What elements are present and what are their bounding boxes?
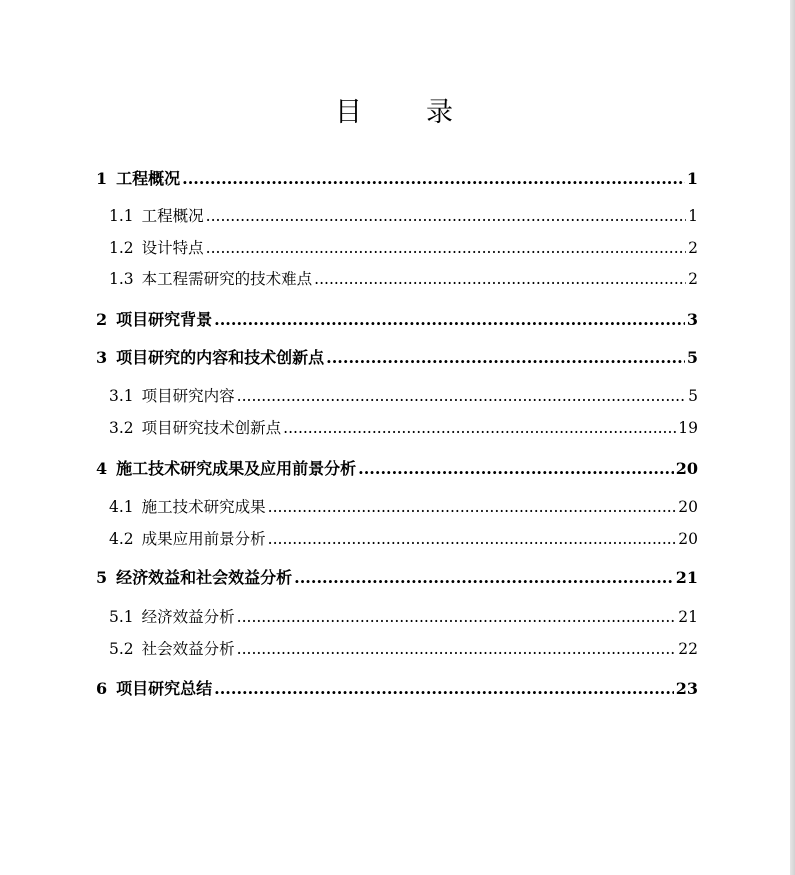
toc-entry-number: 3.1 [109,387,134,405]
toc-entry-text: 工程概况 [116,169,181,188]
toc-entry-text: 项目研究内容 [141,387,235,405]
toc-entry-number: 1.3 [109,270,134,288]
toc-entry-page: 21 [678,608,698,626]
toc-entry-text: 工程概况 [141,207,204,225]
toc-entry-text: 社会效益分析 [141,640,235,658]
toc-leader [268,530,677,548]
toc-leader [214,679,674,698]
toc-leader [237,640,677,658]
toc-leader [237,387,686,405]
toc-entry-page: 20 [678,530,698,548]
toc-leader [214,310,685,329]
toc-entry[interactable] [96,267,698,291]
toc-entry[interactable] [96,605,698,629]
toc-entry-text: 项目研究总结 [116,679,213,698]
toc-entry-page: 5 [688,387,698,405]
toc-entry-text: 本工程需研究的技术难点 [141,270,313,288]
toc-entry[interactable] [96,527,698,551]
toc-entry-text: 施工技术研究成果及应用前景分析 [116,459,357,478]
toc-entry-text: 经济效益和社会效益分析 [116,568,293,587]
toc-entry-page: 5 [686,348,698,367]
toc-entry-text: 项目研究技术创新点 [141,419,282,437]
toc-entry[interactable] [96,307,698,331]
title-char-2: 录 [426,97,455,128]
toc-leader [206,239,686,257]
toc-leader [268,498,677,516]
toc-entry-number: 4.2 [109,530,134,548]
toc-leader [326,348,685,367]
toc-entry-number: 4 [96,459,108,478]
toc-leader [358,459,674,478]
toc-entry-page: 19 [678,419,698,437]
toc-entry[interactable] [96,166,698,190]
toc-entry-number: 3.2 [109,419,134,437]
toc-leader [314,270,686,288]
toc-leader [283,419,676,437]
toc-leader [206,207,686,225]
toc-entry[interactable] [96,456,698,480]
toc-entry-number: 5.1 [109,608,134,626]
toc-entry-page: 2 [688,270,698,288]
toc-entry-page: 23 [675,679,698,698]
toc-leader [294,568,674,587]
toc-entry-number: 5.2 [109,640,134,658]
toc-entry-page: 20 [675,459,698,478]
toc-leader [182,169,685,188]
toc-entry-number: 3 [96,348,108,367]
toc-entry-page: 1 [688,207,698,225]
toc-entry[interactable] [96,637,698,661]
toc-entry-number: 2 [96,310,108,329]
toc-entry[interactable] [96,565,698,589]
toc-entry[interactable] [96,236,698,260]
toc-entry-text: 成果应用前景分析 [141,530,266,548]
toc-entry-text: 施工技术研究成果 [141,498,266,516]
toc-entry-number: 1.2 [109,239,134,257]
toc-leader [237,608,677,626]
toc-entry-page: 21 [675,568,698,587]
toc-entry[interactable] [96,676,698,700]
toc-entry-number: 6 [96,679,108,698]
toc-entry-text: 项目研究的内容和技术创新点 [116,348,325,367]
page-title [0,90,790,129]
toc-entry-number: 1 [96,169,108,188]
toc-entry[interactable] [96,384,698,408]
toc-entry-text: 项目研究背景 [116,310,213,329]
toc-entry-number: 4.1 [109,498,134,516]
toc-entry-page: 3 [686,310,698,329]
toc-entry-page: 22 [678,640,698,658]
toc-entry[interactable] [96,416,698,440]
toc-entry-number: 5 [96,568,108,587]
toc-entry-page: 1 [686,169,698,188]
toc-entry-page: 20 [678,498,698,516]
toc-entry[interactable] [96,204,698,228]
title-char-1: 目 [335,97,364,128]
toc-entry[interactable] [96,345,698,369]
toc-entry-number: 1.1 [109,207,134,225]
toc-entry[interactable] [96,495,698,519]
page-edge-shadow [790,0,795,875]
toc-entry-page: 2 [688,239,698,257]
toc-entry-text: 经济效益分析 [141,608,235,626]
toc-entry-text: 设计特点 [141,239,204,257]
